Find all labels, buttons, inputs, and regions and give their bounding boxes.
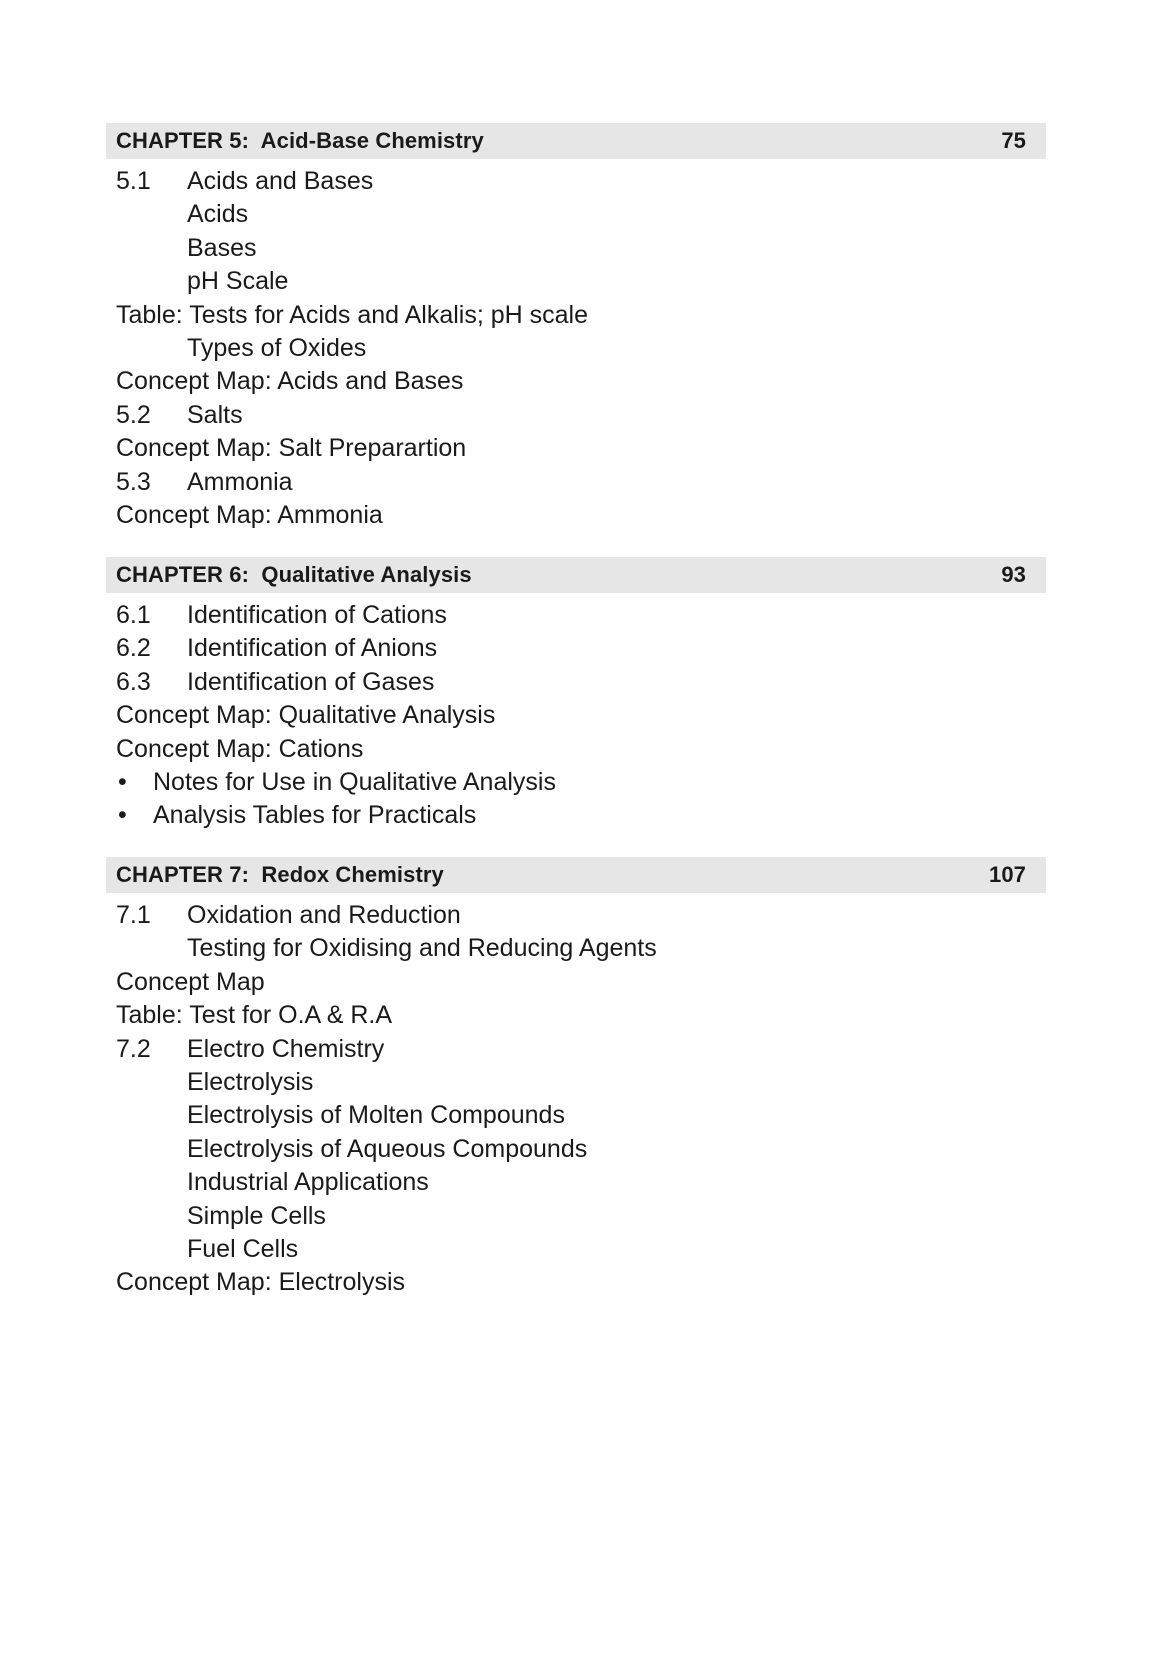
entry-title: Concept Map: Electrolysis [116,1268,406,1297]
subsection-title: Types of Oxides [187,333,367,362]
chapter-title: CHAPTER 7: Redox Chemistry [116,862,444,887]
toc-section-entry [106,399,1046,432]
entry-title: Concept Map: Ammonia [116,500,383,529]
entry-title: Table: Tests for Acids and Alkalis; pH scale [116,300,588,329]
chapter-page-number: 75 [1001,128,1026,153]
section-title: Identification of Anions [187,634,438,663]
section-number: 6.3 [116,667,151,696]
toc-subsection-entry [106,1166,1046,1199]
toc-section-entry [106,165,1046,198]
section-title: Identification of Cations [187,601,447,629]
subsection-title: Electrolysis of Aqueous Compounds [187,1134,588,1163]
entry-title: Concept Map [116,967,265,996]
toc-plain-entry [106,432,1046,465]
toc-bullet-entry [106,799,1046,832]
subsection-title: Bases [187,233,257,262]
bullet-text: Analysis Tables for Practicals [153,801,477,830]
toc-section-entry [106,599,1046,632]
toc-section-entry [106,1033,1046,1066]
toc-section-entry [106,466,1046,499]
chapter-page-number: 107 [988,862,1026,887]
toc-subsection-entry [106,332,1046,365]
chapter-5-header [106,123,1046,159]
chapter-6-header [106,557,1046,593]
subsection-title: Testing for Oxidising and Reducing Agents [187,934,657,963]
toc-plain-entry [106,999,1046,1032]
section-title: Oxidation and Reduction [187,901,461,929]
chapter-7-entries [106,899,1046,1300]
section-title: Ammonia [187,467,293,496]
section-number: 5.2 [116,400,151,429]
chapter-page-number: 93 [1001,562,1026,587]
subsection-title: Electrolysis [187,1067,314,1096]
toc-bullet-entry [106,766,1046,799]
toc-plain-entry [106,699,1046,732]
bullet-icon: • [118,767,127,796]
section-title: Electro Chemistry [187,1034,385,1063]
toc-plain-entry [106,966,1046,999]
toc-subsection-entry [106,1233,1046,1266]
subsection-title: Acids [187,200,249,229]
entry-title: Table: Test for O.A & R.A [116,1001,393,1030]
section-number: 6.2 [116,634,151,663]
toc-subsection-entry [106,1200,1046,1233]
entry-title: Concept Map: Salt Preparartion [116,434,467,463]
chapter-title: CHAPTER 6: Qualitative Analysis [116,562,472,587]
toc-subsection-entry [106,265,1046,298]
toc-plain-entry [106,733,1046,766]
toc-section-entry [106,899,1046,932]
chapter-title: CHAPTER 5: Acid-Base Chemistry [116,128,484,153]
toc-subsection-entry [106,1066,1046,1099]
toc-plain-entry [106,299,1046,332]
bullet-icon: • [118,801,127,830]
chapter-5-entries [106,165,1046,532]
toc-plain-entry [106,365,1046,398]
section-title: Salts [187,400,243,429]
toc-plain-entry [106,499,1046,532]
toc-subsection-entry [106,932,1046,965]
subsection-title: pH Scale [187,267,289,296]
subsection-title: Fuel Cells [187,1234,299,1263]
chapter-7-header [106,857,1046,893]
toc-section-entry [106,632,1046,665]
section-number: 7.2 [116,1034,151,1063]
section-number: 7.1 [116,901,151,929]
toc-subsection-entry [106,1133,1046,1166]
section-number: 5.3 [116,467,151,496]
subsection-title: Industrial Applications [187,1168,429,1197]
toc-section-entry [106,666,1046,699]
toc-subsection-entry [106,1099,1046,1132]
section-number: 5.1 [116,167,151,195]
section-number: 6.1 [116,601,151,629]
entry-title: Concept Map: Qualitative Analysis [116,701,496,730]
section-title: Identification of Gases [187,667,435,696]
section-title: Acids and Bases [187,167,374,195]
subsection-title: Electrolysis of Molten Compounds [187,1101,565,1130]
entry-title: Concept Map: Cations [116,734,364,763]
subsection-title: Simple Cells [187,1201,326,1230]
toc-subsection-entry [106,232,1046,265]
entry-title: Concept Map: Acids and Bases [116,367,464,396]
toc-subsection-entry [106,198,1046,231]
chapter-6-entries [106,599,1046,833]
toc-plain-entry [106,1266,1046,1299]
bullet-text: Notes for Use in Qualitative Analysis [153,767,556,796]
chapter-7-block [106,857,1046,1300]
chapter-5-block [106,123,1046,532]
chapter-6-block [106,557,1046,833]
